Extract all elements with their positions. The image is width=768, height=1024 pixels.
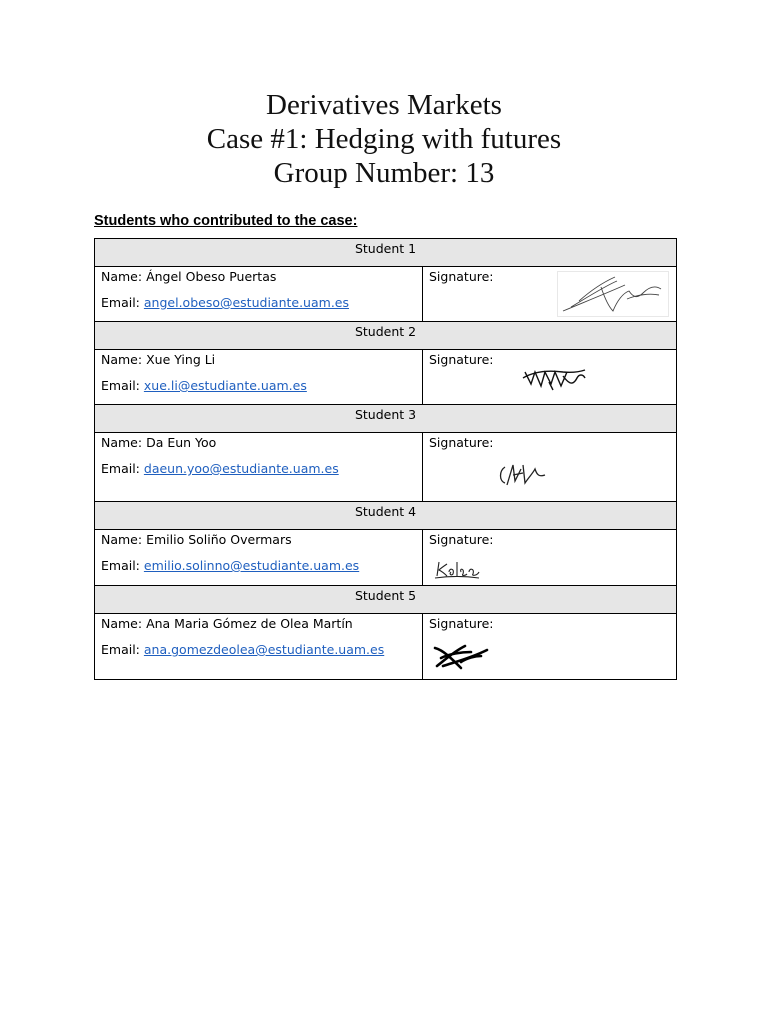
student-email: Email: angel.obeso@estudiante.uam.es (101, 295, 349, 310)
email-link[interactable]: daeun.yoo@estudiante.uam.es (143, 461, 339, 476)
email-link[interactable]: ana.gomezdeolea@estudiante.uam.es (143, 642, 385, 657)
student-email: Email: daeun.yoo@estudiante.uam.es (101, 461, 339, 476)
student-name: Name: Emilio Soliño Overmars (101, 532, 292, 547)
student-info (95, 530, 423, 586)
signature-cell (423, 530, 677, 586)
signature-image (557, 271, 669, 317)
signature-label: Signature: (429, 269, 494, 284)
signature-label: Signature: (429, 616, 494, 631)
student-email: Email: ana.gomezdeolea@estudiante.uam.es (101, 642, 385, 657)
student-email: Email: emilio.solinno@estudiante.uam.es (101, 558, 360, 573)
student-header: Student 5 (95, 586, 677, 614)
signature-label: Signature: (429, 532, 494, 547)
email-link[interactable]: xue.li@estudiante.uam.es (143, 378, 307, 393)
student-name: Name: Ángel Obeso Puertas (101, 269, 277, 284)
email-link[interactable]: angel.obeso@estudiante.uam.es (143, 295, 349, 310)
student-name: Name: Xue Ying Li (101, 352, 216, 367)
signature-label: Signature: (429, 435, 494, 450)
signature-image (495, 459, 551, 489)
signature-cell (423, 267, 677, 322)
title-case: Case #1: Hedging with futures (206, 123, 562, 155)
students-table (94, 238, 677, 680)
signature-cell (423, 433, 677, 502)
signature-cell (423, 614, 677, 680)
student-header: Student 1 (95, 239, 677, 267)
signature-image (519, 364, 589, 392)
signature-label: Signature: (429, 352, 494, 367)
student-name: Name: Da Eun Yoo (101, 435, 217, 450)
student-info (95, 614, 423, 680)
title-group: Group Number: 13 (273, 157, 495, 189)
document-title (0, 88, 768, 190)
student-info (95, 350, 423, 405)
signature-image (433, 558, 481, 580)
student-header: Student 2 (95, 322, 677, 350)
signature-cell (423, 350, 677, 405)
student-email: Email: xue.li@estudiante.uam.es (101, 378, 307, 393)
student-info (95, 267, 423, 322)
student-header: Student 3 (95, 405, 677, 433)
student-header: Student 4 (95, 502, 677, 530)
title-course: Derivatives Markets (266, 89, 502, 121)
email-link[interactable]: emilio.solinno@estudiante.uam.es (143, 558, 360, 573)
student-info (95, 433, 423, 502)
section-heading: Students who contributed to the case: (94, 213, 358, 229)
student-name: Name: Ana Maria Gómez de Olea Martín (101, 616, 353, 631)
signature-image (431, 640, 491, 674)
